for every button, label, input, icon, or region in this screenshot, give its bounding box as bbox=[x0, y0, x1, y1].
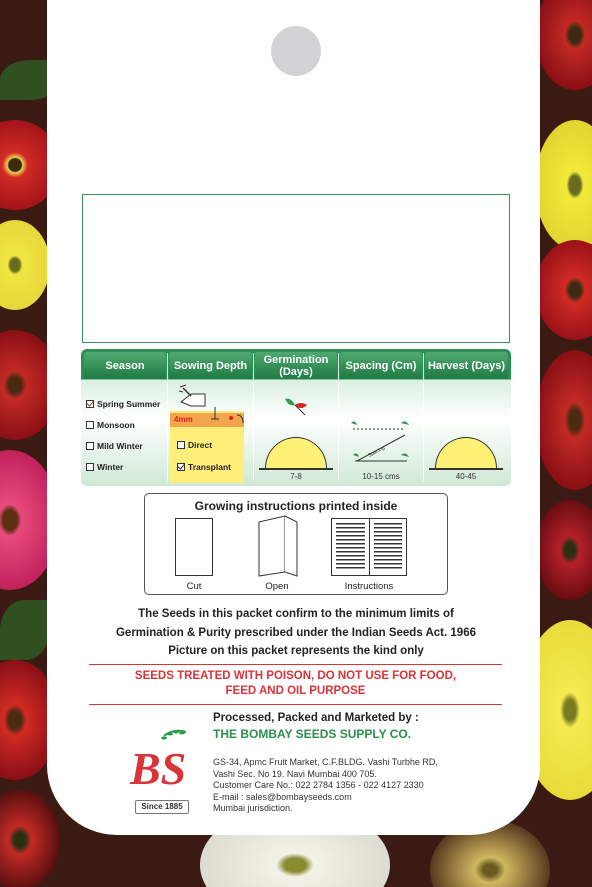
warning-divider-top bbox=[89, 664, 502, 665]
open-packet-icon bbox=[257, 514, 301, 578]
yellow-flower bbox=[0, 220, 50, 310]
certification-line-1: The Seeds in this packet confirm to the minimum limits of bbox=[138, 608, 454, 620]
ground-line bbox=[259, 468, 333, 470]
step-open: Open bbox=[265, 581, 289, 592]
harvest-sun-icon bbox=[435, 437, 497, 468]
season-label: Mild Winter bbox=[97, 441, 143, 451]
customer-care: Customer Care No.: 022 2784 1356 - 022 4127 2330 bbox=[213, 780, 424, 791]
sowing-transplant bbox=[177, 462, 231, 472]
harvest-days: 40-45 bbox=[455, 472, 477, 481]
email: E-mail : sales@bombayseeds.com bbox=[213, 791, 352, 802]
certification-line-2: Germination & Purity prescribed under the Indian Seeds Act. 1966 bbox=[115, 627, 476, 639]
cultivation-table bbox=[81, 349, 511, 486]
season-spring-summer bbox=[86, 399, 160, 409]
instructions-sheet-icon bbox=[331, 518, 407, 576]
checkbox-icon bbox=[86, 442, 94, 450]
column-divider bbox=[253, 353, 254, 481]
germination-days: 7-8 bbox=[290, 472, 302, 481]
checkbox-icon bbox=[86, 463, 94, 471]
seed-depth-marker-icon bbox=[209, 405, 249, 429]
checkbox-icon bbox=[86, 400, 94, 408]
spacing-value: 10-15 cms bbox=[362, 472, 400, 481]
red-flower bbox=[535, 500, 592, 600]
header-sowing-depth: Sowing Depth bbox=[169, 352, 252, 379]
red-flower bbox=[0, 790, 60, 887]
leaf bbox=[0, 600, 50, 660]
step-cut: Cut bbox=[186, 581, 202, 592]
sowing-label: Transplant bbox=[188, 462, 231, 472]
instructions-lines bbox=[336, 523, 365, 571]
since-badge: Since 1885 bbox=[135, 800, 189, 814]
season-label: Spring Summer bbox=[97, 399, 161, 409]
header-harvest: Harvest (Days) bbox=[425, 352, 508, 379]
sprout-icon bbox=[281, 395, 311, 419]
company-address bbox=[213, 757, 438, 815]
red-flower bbox=[535, 350, 592, 490]
address-line-2: Vashi Sec. No 19. Navi Mumbai 400 705. bbox=[213, 768, 377, 779]
column-divider bbox=[423, 353, 424, 481]
ground-line bbox=[429, 468, 503, 470]
sowing-label: Direct bbox=[188, 440, 213, 450]
checkbox-icon bbox=[177, 441, 185, 449]
season-mild-winter bbox=[86, 441, 143, 451]
instructions-lines bbox=[374, 523, 403, 571]
instructions-title: Growing instructions printed inside bbox=[194, 499, 398, 513]
sowing-direct bbox=[177, 440, 212, 450]
header-season: Season bbox=[84, 352, 166, 379]
red-flower bbox=[535, 0, 592, 90]
instructions-box bbox=[144, 493, 448, 595]
yellow-flower bbox=[535, 120, 592, 250]
red-flower bbox=[535, 240, 592, 340]
cut-packet-icon bbox=[175, 518, 213, 576]
hanging-hole bbox=[271, 26, 321, 76]
warning-line-2: FEED AND OIL PURPOSE bbox=[225, 685, 366, 697]
checkbox-icon bbox=[86, 421, 94, 429]
header-germination: Germination (Days) bbox=[255, 352, 337, 379]
header-spacing: Spacing (Cm) bbox=[340, 352, 422, 379]
address-line-1: GS-34, Apmc Fruit Market, C.F.BLDG. Vashi Turbhe RD, bbox=[213, 757, 438, 767]
column-divider bbox=[167, 353, 168, 481]
jurisdiction: Mumbai jurisdiction. bbox=[213, 803, 293, 814]
step-instructions: Instructions bbox=[344, 581, 394, 592]
marketed-by: Processed, Packed and Marketed by : bbox=[213, 712, 419, 724]
label-area bbox=[82, 194, 510, 343]
instructions-fold bbox=[369, 519, 370, 575]
logo-text: BS bbox=[130, 743, 187, 794]
spacing-diagram-icon bbox=[347, 413, 417, 469]
warning-divider-bottom bbox=[89, 704, 502, 705]
season-label: Monsoon bbox=[97, 420, 135, 430]
checkbox-icon bbox=[177, 463, 185, 471]
poison-warning bbox=[89, 669, 502, 699]
company-name: THE BOMBAY SEEDS SUPPLY CO. bbox=[213, 727, 412, 741]
depth-label: 4mm bbox=[174, 415, 193, 424]
column-divider bbox=[338, 353, 339, 481]
germination-sun-icon bbox=[265, 437, 327, 468]
season-winter bbox=[86, 462, 123, 472]
certification-line-3: Picture on this packet represents the kind only bbox=[168, 645, 424, 657]
warning-line-1: SEEDS TREATED WITH POISON, DO NOT USE FOR FOOD, bbox=[134, 670, 457, 682]
spacing-diagram-label: Spacing bbox=[367, 444, 386, 459]
season-label: Winter bbox=[97, 462, 124, 472]
season-monsoon bbox=[86, 420, 135, 430]
